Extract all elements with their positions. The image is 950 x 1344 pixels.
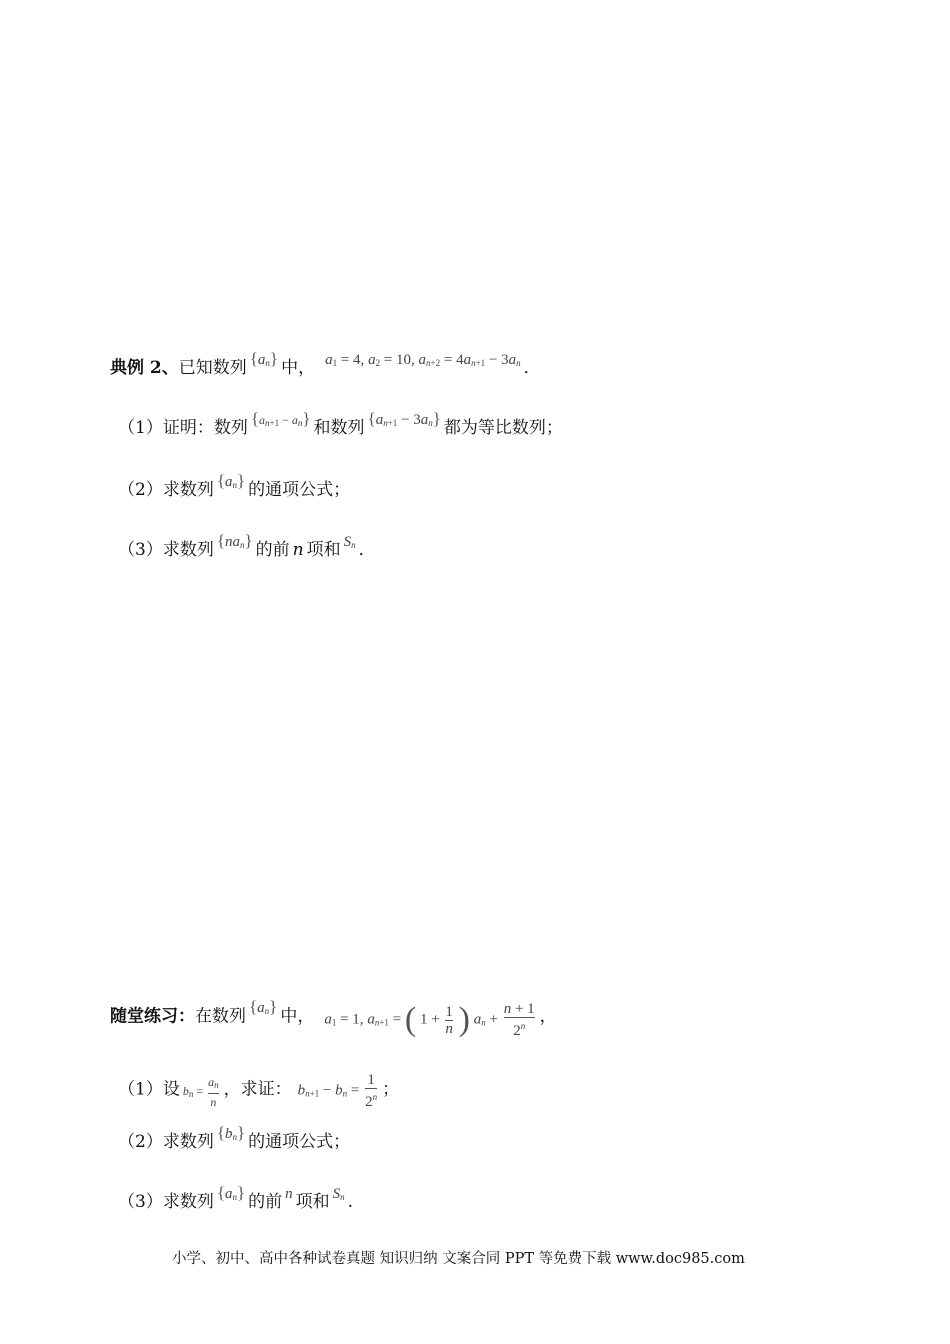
formula-seq-bn: $\{b_n\}$	[216, 1123, 246, 1142]
formula-Sn: $S_n$	[332, 1186, 345, 1202]
formula-Sn: $S_n$	[343, 534, 356, 550]
formula-recurrence: $a_1 = 4$, $a_2 = 10$, $a_{n+2} = 4a_{n+1} - 3a_n$	[325, 352, 521, 368]
practice-q3: （3）求数列 $\{a_n\}$ 的前 n 项和 $S_n$ .	[118, 1183, 354, 1212]
practice-q1: （1）设 $b_n$ = $\frac{a_n}{n}$ ，求证： $b_{n+1} - b_n$ = $\frac{1}{2^n}$ ；	[118, 1072, 400, 1110]
practice-lead: 随堂练习：	[110, 1006, 195, 1027]
example2-statement: 典例 2、已知数列 $\{a_n\}$ 中， $a_1 = 4$, $a_2 = 10$, $a_{n+2} = 4a_{n+1} - 3a_n$ ．	[110, 349, 541, 378]
formula-practice-recurrence: $a_1 = 1$, $a_{n+1}$ = ( 1 + $\frac{1}{n}$ ) $a_n$ + $\frac{n + 1}{2^n}$	[324, 1001, 535, 1039]
practice-statement: 随堂练习：在数列 $\{a_n\}$ 中， $a_1 = 1$, $a_{n+1}$ = ( 1 + $\frac{1}{n}$ ) $a_n$ + $\frac{n + 1}{2^n}$ ，	[110, 997, 557, 1039]
formula-seq-an: $\{a_n\}$	[249, 997, 278, 1017]
formula-n: n	[285, 1186, 293, 1202]
formula-bn-def: $b_n$ = $\frac{a_n}{n}$	[182, 1074, 219, 1109]
page-footer: 小学、初中、高中各种试卷真题 知识归纳 文案合同 PPT 等免费下载 www.doc985.com	[172, 1251, 745, 1267]
example2-q2: （2）求数列 $\{a_n\}$ 的通项公式；	[118, 471, 351, 500]
formula-seq-an: $\{a_n\}$	[216, 471, 246, 490]
example2-q1: （1）证明：数列 $\{a_{n+1} - a_n\}$ 和数列 $\{a_{n+1} - 3a_n\}$ 都为等比数列；	[118, 409, 563, 438]
formula-seq-nan: $\{na_n\}$	[216, 531, 253, 550]
formula-seq-an: $\{a_n\}$	[216, 1183, 246, 1202]
example2-q3: （3）求数列 $\{na_n\}$ 的前 n 项和 $S_n$ ．	[118, 531, 376, 560]
formula-diff-seq: $\{a_{n+1} - a_n\}$	[250, 409, 311, 428]
formula-seq-an: $\{a_n\}$	[249, 349, 279, 368]
formula-seq-an1-3an: $\{a_{n+1} - 3a_n\}$	[367, 409, 441, 428]
formula-bn-diff: $b_{n+1} - b_n$ = $\frac{1}{2^n}$	[297, 1072, 378, 1110]
example2-lead: 典例 2、	[110, 358, 179, 378]
practice-q2: （2）求数列 $\{b_n\}$ 的通项公式；	[118, 1123, 351, 1152]
